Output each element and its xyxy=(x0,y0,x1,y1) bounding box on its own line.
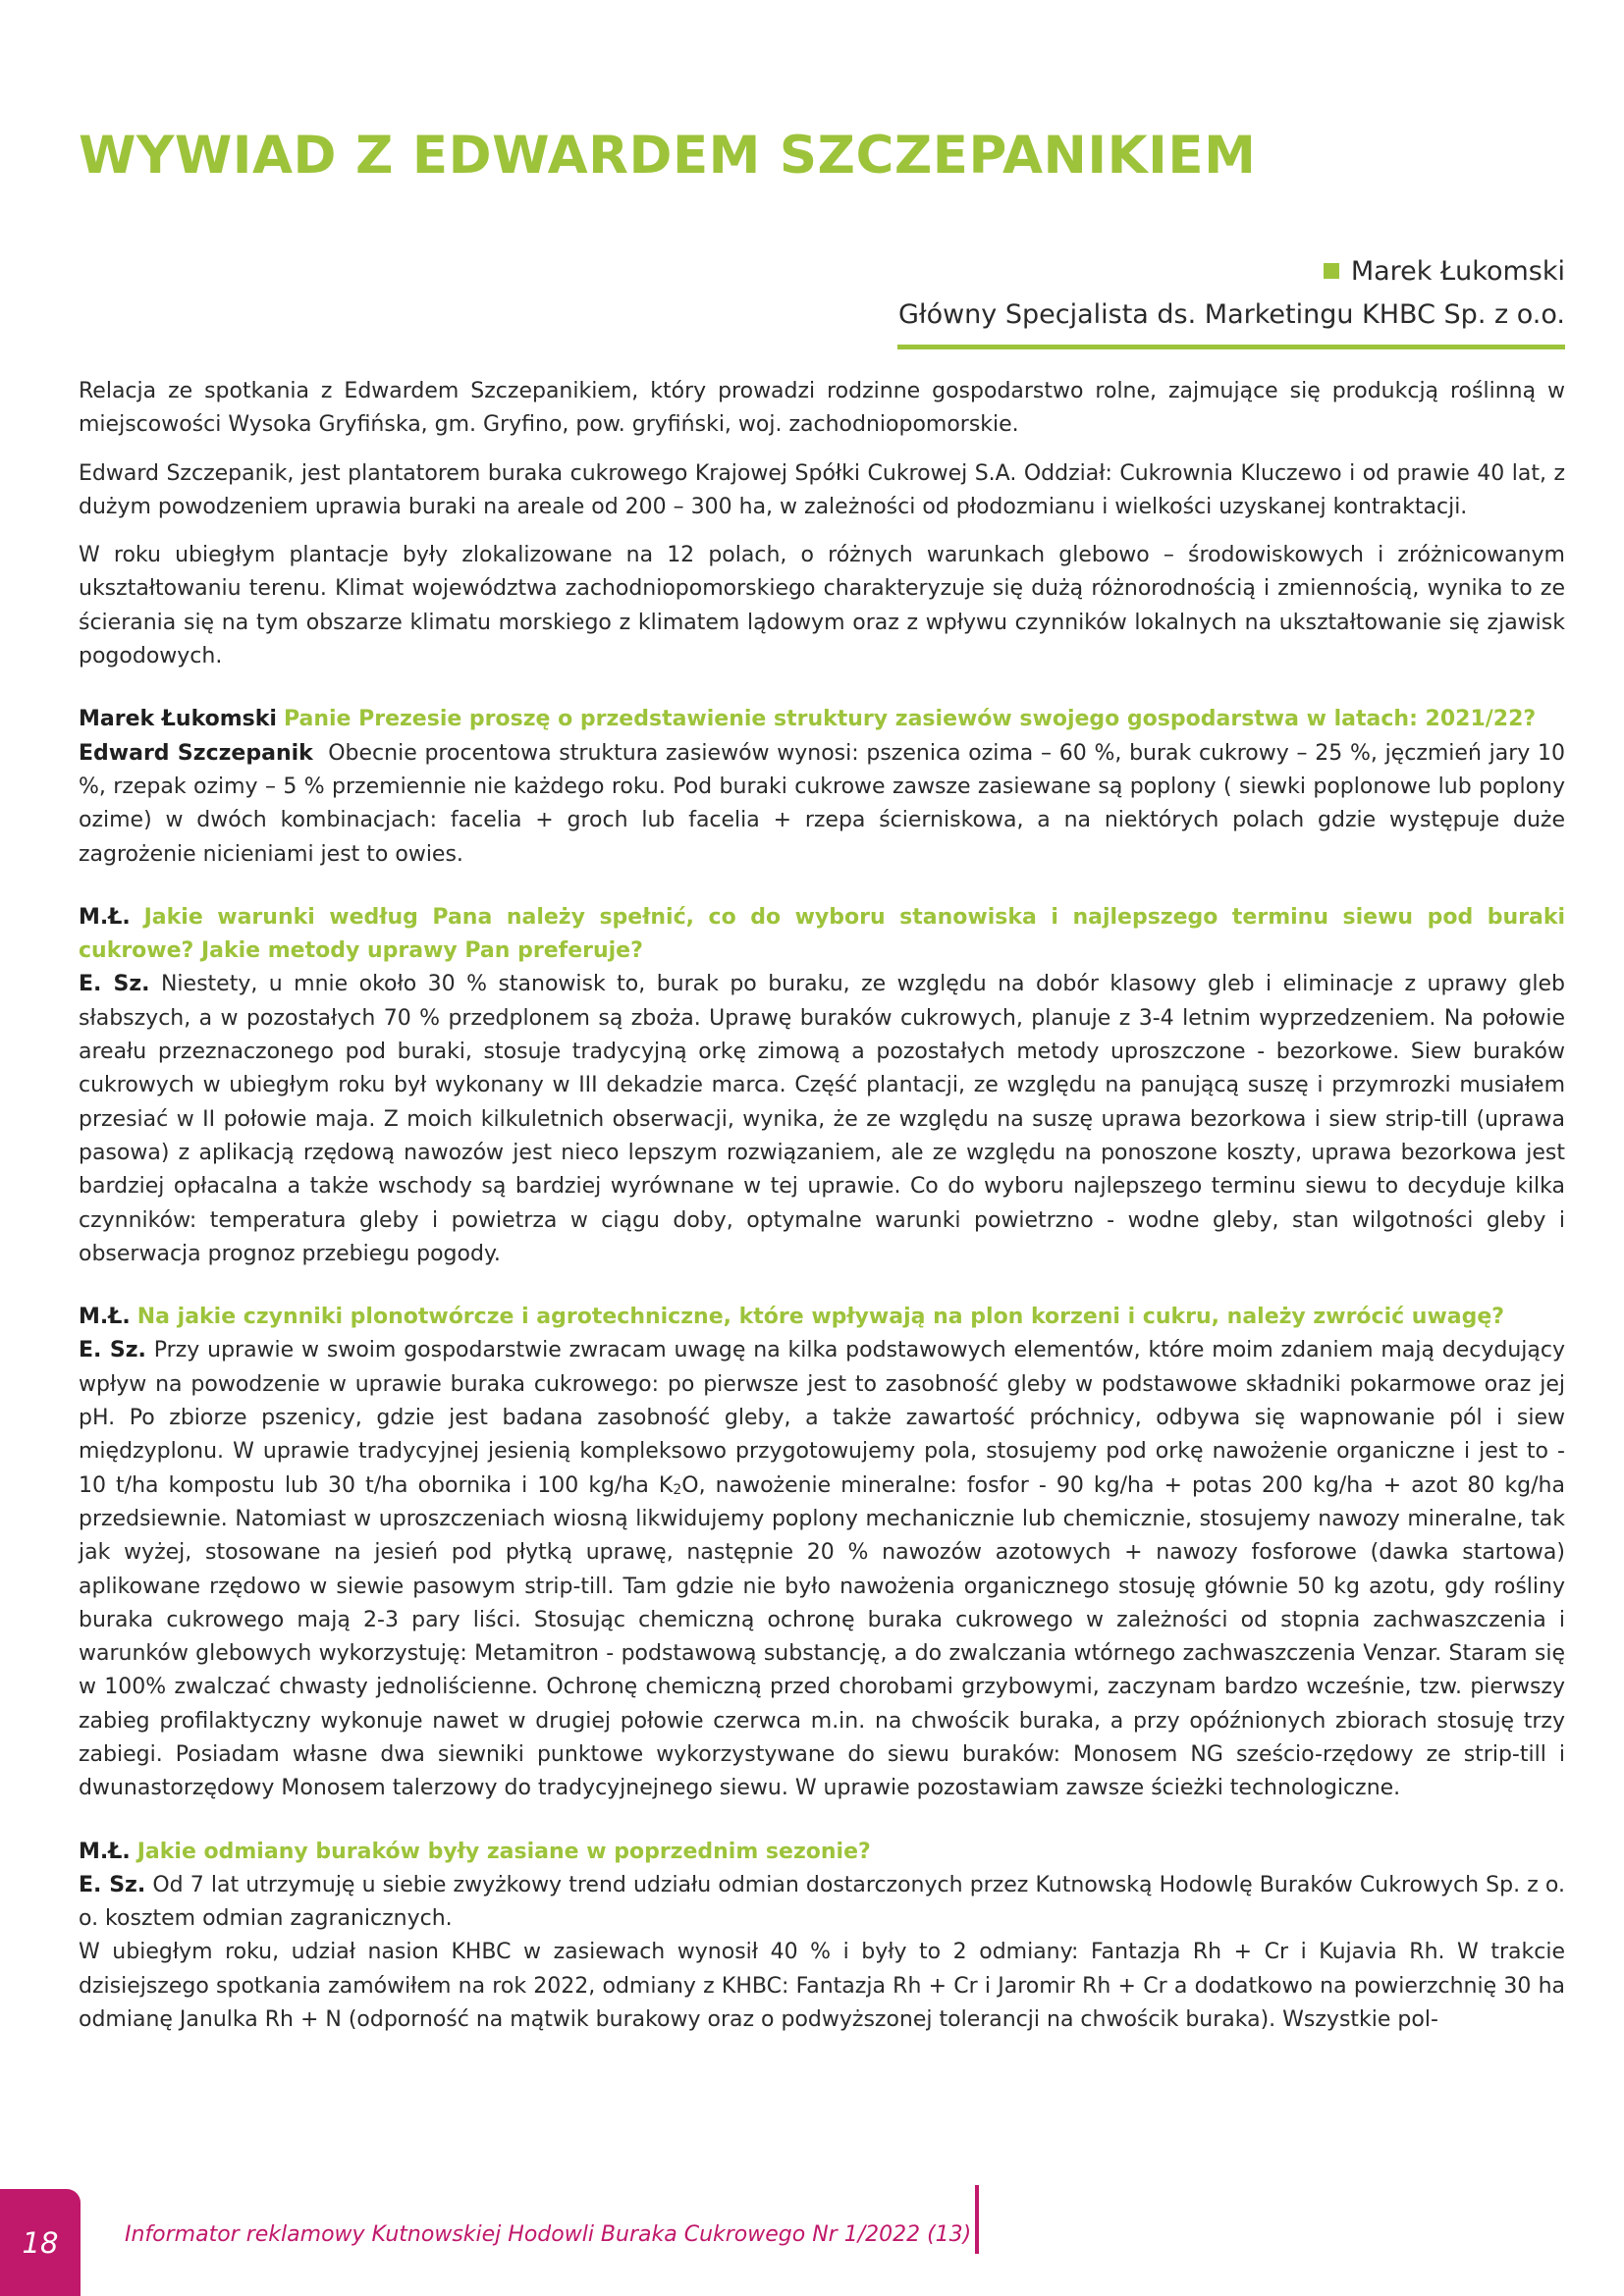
author-name: Marek Łukomski xyxy=(1350,256,1565,287)
answer-speaker: E. Sz. xyxy=(79,972,150,997)
intro-paragraph-3: W roku ubiegłym plantacje były zlokalizowane na 12 polach, o różnych warunkach glebowo – środowiskowych i zróżnicowanym ukształtowaniu terenu. Klimat województwa zachodniopomorskiego charakteryzuje się dużą różnorodnością i zmiennością, wynika to ze ścierania się na tym obszarze klimatu morskiego z klimatem lądowym oraz z wpływu czynników lokalnych na ukształtowanie się zjawisk pogodowych. xyxy=(79,543,1565,669)
question-2 xyxy=(79,901,1565,969)
answer-text-cont: O, nawożenie mineralne: fosfor - 90 kg/ha + potas 200 kg/ha + azot 80 kg/ha przedsiewnie. Natomiast w uproszczeniach wiosną likwidujemy poplony mechanicznie lub chemicznie, stosujemy nawozy mineralne, tak jak wyżej, stosowane na jesień pod płytką uprawę, następnie 20 % nawozów azotowych + nawozy fosforowe (dawka startowa) aplikowane rzędowo w siewie pasowym strip-till. Tam gdzie nie było nawożenia organicznego stosuję głównie 50 kg azotu, gdy rośliny buraka cukrowego mają 2-3 pary liści. Stosując chemiczną ochronę buraka cukrowego w zależności od stopnia zachwaszczenia i warunków glebowych wykorzystuję: Metamitron - podstawową substancję, a do zwalczania wtórnego zachwaszczenia Venzar. Staram się w 100% zwalczać chwasty jednoliścienne. Ochronę chemiczną przed chorobami grzybowymi, zaczynam bardzo wcześnie, tzw. pierwszy zabieg profilaktyczny wykonuje nawet w drugiej połowie czerwca m.in. na chwościk buraka, a przy opóźnionych zbiorach stosuję trzy zabiegi. Posiadam własne dwa siewniki punktowe wykorzystywane do siewu buraków: Monosem NG sześcio-rzędowy ze strip-till i dwunastorzędowy Monosem talerzowy do tradycyjnejnego siewu. W uprawie pozostawiam zawsze ścieżki technologiczne. xyxy=(79,1472,1565,1801)
answer-speaker: E. Sz. xyxy=(79,1872,146,1897)
intro-paragraph-1: Relacja ze spotkania z Edwardem Szczepanikiem, który prowadzi rodzinne gospodarstwo rolne, zajmujące się produkcją roślinną w miejscowości Wysoka Gryfińska, gm. Gryfino, pow. gryfiński, woj. zachodniopomorskie. xyxy=(79,379,1565,438)
question-speaker: Marek Łukomski xyxy=(79,707,277,732)
answer-speaker: Edward Szczepanik xyxy=(79,740,313,766)
answer-text: Od 7 lat utrzymuję u siebie zwyżkowy trend udziału odmian dostarczonych przez Kutnowską Hodowlę Buraków Cukrowych Sp. z o. o. kosztem odmian zagranicznych. xyxy=(79,1872,1565,1932)
question-text: Jakie odmiany buraków były zasiane w poprzednim sezonie? xyxy=(136,1839,871,1864)
byline-underline xyxy=(897,345,1565,349)
answer-2 xyxy=(79,968,1565,1271)
question-1 xyxy=(79,703,1565,736)
answer-4 xyxy=(79,1869,1565,1937)
question-4 xyxy=(79,1836,1565,1869)
answer-text: Niestety, u mnie około 30 % stanowisk to, burak po buraku, ze względu na dobór klasowy gleb i eliminacje z uprawy gleb słabszych, a w pozostałych 70 % przedplonem są zboża. Uprawę buraków cukrowych, planuje z 3-4 letnim wyprzedzeniem. Na połowie areału przeznaczonego pod buraki, stosuje tradycyjną orkę zimową a pozostałych metody uproszczone - bezorkowe. Siew buraków cukrowych w ubiegłym roku był wykonany w III dekadzie marca. Część plantacji, ze względu na panującą suszę i przymrozki musiałem przesiać w II połowie maja. Z moich kilkuletnich obserwacji, wynika, że ze względu na suszę uprawa bezorkowa i siew strip-till (uprawa pasowa) z aplikacją rzędową nawozów jest nieco lepszym rozwiązaniem, ale ze względu na ponoszone koszty, uprawa bezorkowa jest bardziej opłacalna a także wschody są bardziej wyrównane w tej uprawie. Co do wyboru najlepszego terminu siewu to decyduje kilka czynników: temperatura gleby i powietrza w ciągu doby, optymalne warunki powietrzno - wodne gleby, stan wilgotności gleby i obserwacja prognoz przebiegu pogody. xyxy=(79,972,1565,1266)
answer-text: Przy uprawie w swoim gospodarstwie zwracam uwagę na kilka podstawowych elementów, które moim zdaniem mają decydujący wpływ na powodzenie w uprawie buraka cukrowego: po pierwsze jest to zasobność gleby w podstawowe składniki pokarmowe oraz jej pH. Po zbiorze pszenicy, gdzie jest badana zasobność gleby, a także zawartość próchnicy, odbywa się wapnowanie pól i siew międzyplonu. W uprawie tradycyjnej jesienią kompleksowo przygotowujemy pola, stosujemy pod orkę nawożenie organiczne i jest to - 10 t/ha kompostu lub 30 t/ha obornika i 100 kg/ha K xyxy=(79,1338,1566,1498)
question-text: Jakie warunki według Pana należy spełnić, co do wyboru stanowiska i najlepszego terminu siewu pod buraki cukrowe? Jakie metody uprawy Pan preferuje? xyxy=(79,904,1566,964)
footer-divider xyxy=(975,2185,979,2254)
intro-paragraph-2: Edward Szczepanik, jest plantatorem buraka cukrowego Krajowej Spółki Cukrowej S.A. Oddział: Cukrownia Kluczewo i od prawie 40 lat, z dużym powodzeniem uprawia buraki na areale od 200 – 300 ha, w zależności od płodozmianu i wielkości uzyskanej kontraktacji. xyxy=(79,460,1565,519)
question-3 xyxy=(79,1301,1565,1334)
question-speaker: M.Ł. xyxy=(79,1839,131,1864)
author-role: Główny Specjalista ds. Marketingu KHBC Sp. z o.o. xyxy=(897,299,1565,330)
question-speaker: M.Ł. xyxy=(79,904,131,930)
article-title: WYWIAD Z EDWARDEM SZCZEPANIKIEM xyxy=(79,126,1257,186)
answer-4-continued: W ubiegłym roku, udział nasion KHBC w zasiewach wynosił 40 % i były to 2 odmiany: Fantazja Rh + Cr i Kujavia Rh. W trakcie dzisiejszego spotkania zamówiłem na rok 2022, odmiany z KHBC: Fantazja Rh + Cr i Jaromir Rh + Cr a dodatkowo na powierzchnię 30 ha odmianę Janulka Rh + N (odporność na mątwik burakowy oraz o podwyższonej tolerancji na chwościk buraka). Wszystkie pol- xyxy=(79,1940,1565,2033)
question-text: Panie Prezesie proszę o przedstawienie struktury zasiewów swojego gospodarstwa w latach: 2021/22? xyxy=(283,707,1537,732)
answer-3 xyxy=(79,1334,1565,1805)
green-square-icon xyxy=(1324,263,1339,279)
question-text: Na jakie czynniki plonotwórcze i agrotechniczne, które wpływają na plon korzeni i cukru, należy zwrócić uwagę? xyxy=(136,1305,1505,1330)
answer-1 xyxy=(79,737,1565,872)
page-number: 18 xyxy=(0,2189,81,2296)
subscript-2: 2 xyxy=(673,1481,682,1498)
publication-name: Informator reklamowy Kutnowskiej Hodowli Buraka Cukrowego Nr 1/2022 (13) xyxy=(125,2222,972,2247)
answer-text: Obecnie procentowa struktura zasiewów wynosi: pszenica ozima – 60 %, burak cukrowy – 25 %, jęczmień jary 10 %, rzepak ozimy – 5 % przemiennie nie każdego roku. Pod buraki cukrowe zawsze zasiewane są poplony ( siewki poplonowe lub poplony ozime) w dwóch kombinacjach: facelia + groch lub facelia + rzepa ścierniskowa, a na niektórych polach gdzie występuje duże zagrożenie nicieniami jest to owies. xyxy=(79,740,1565,867)
author-byline xyxy=(819,250,1565,349)
question-speaker: M.Ł. xyxy=(79,1305,131,1330)
answer-speaker: E. Sz. xyxy=(79,1338,146,1363)
article-body xyxy=(79,375,1565,2037)
